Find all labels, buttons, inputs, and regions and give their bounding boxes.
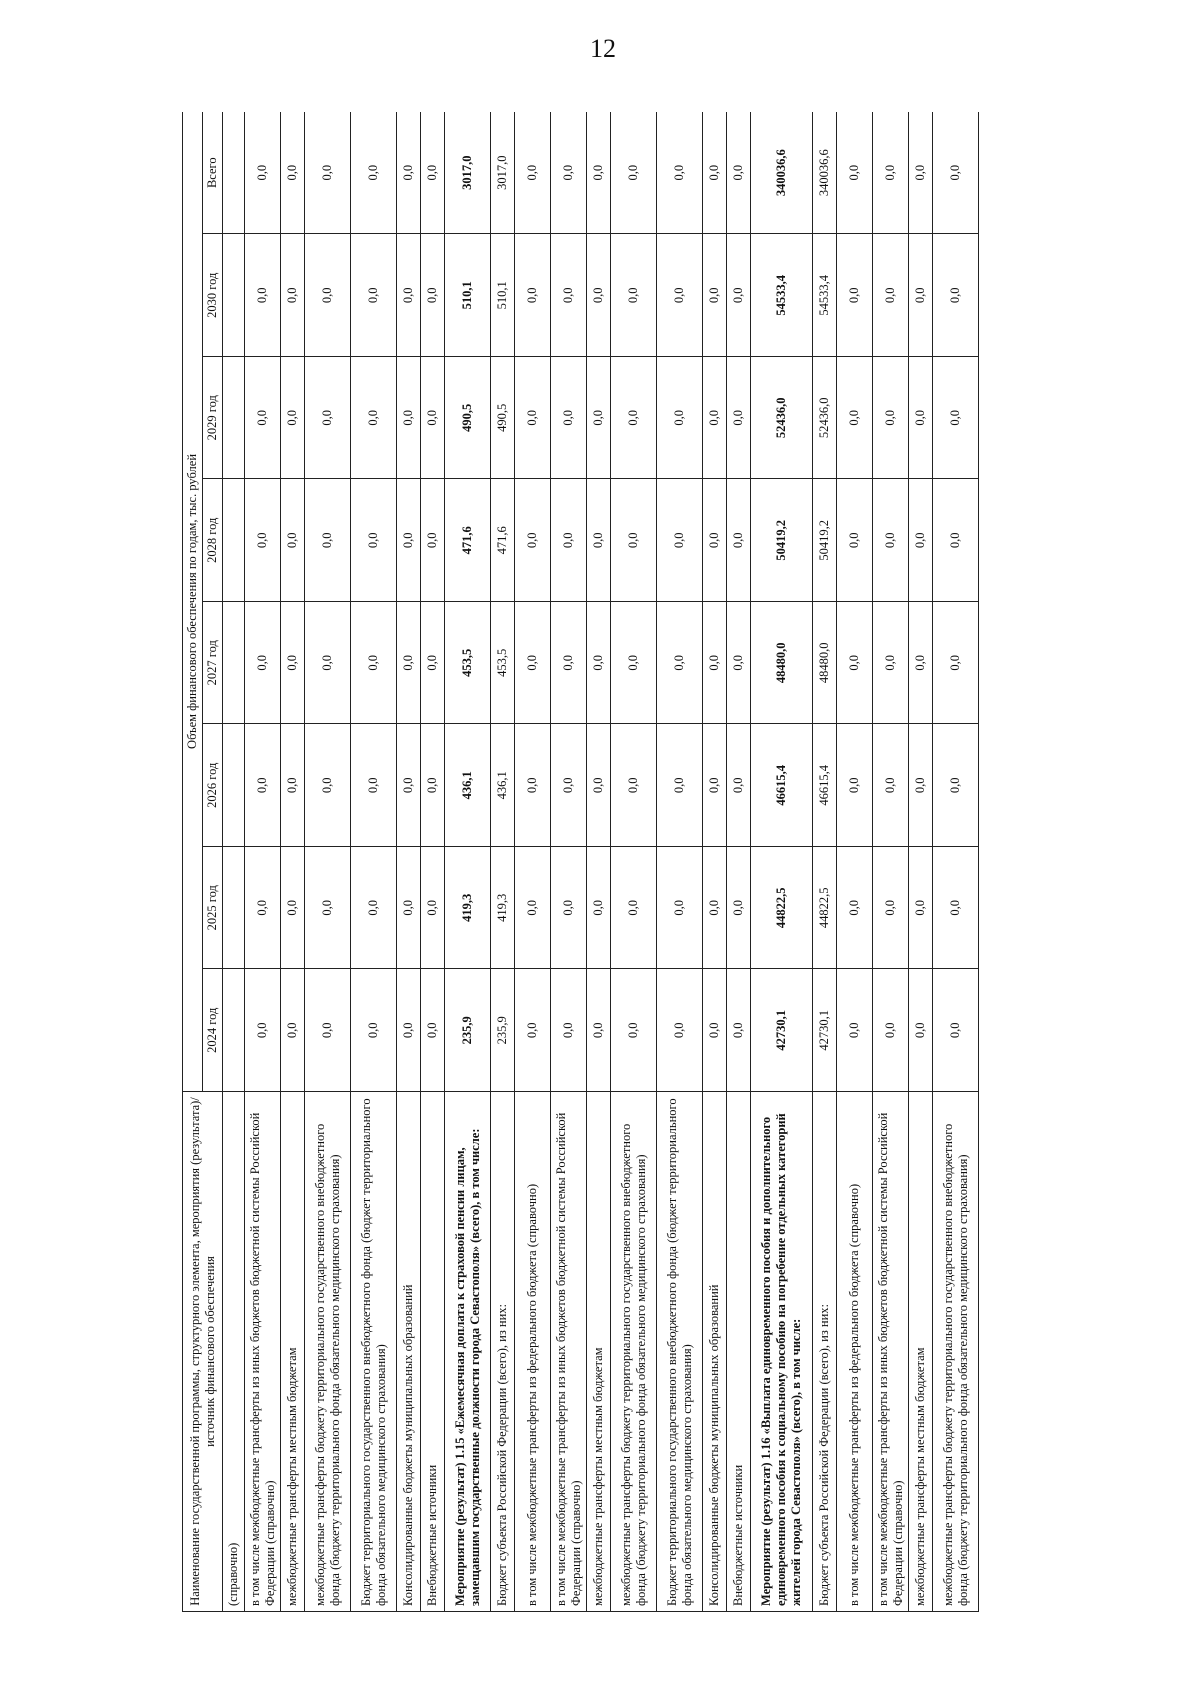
- value-cell: 48480,0: [813, 602, 837, 725]
- value-cell: 0,0: [281, 357, 305, 480]
- value-cell: 0,0: [933, 969, 979, 1092]
- value-cell: 0,0: [245, 724, 281, 847]
- value-cell: 0,0: [305, 479, 351, 602]
- total-cell: 3017,0: [491, 112, 515, 234]
- value-cell: 0,0: [933, 234, 979, 357]
- value-cell: 0,0: [657, 357, 703, 480]
- value-cell: 419,3: [491, 847, 515, 970]
- table-row: [491, 112, 515, 1612]
- value-cell: 0,0: [305, 724, 351, 847]
- value-cell: 0,0: [703, 479, 727, 602]
- value-cell: 0,0: [727, 969, 751, 1092]
- value-cell: 0,0: [873, 602, 909, 725]
- total-cell: 0,0: [305, 112, 351, 234]
- value-cell: 471,6: [445, 479, 491, 602]
- value-cell: 0,0: [933, 357, 979, 480]
- value-cell: 0,0: [397, 479, 421, 602]
- value-cell: 453,5: [445, 602, 491, 725]
- value-cell: 0,0: [245, 479, 281, 602]
- value-cell: 0,0: [515, 234, 551, 357]
- value-cell: 0,0: [873, 357, 909, 480]
- value-cell: 510,1: [491, 234, 515, 357]
- value-cell: 0,0: [587, 847, 611, 970]
- page-number: 12: [590, 34, 616, 63]
- value-cell: 0,0: [421, 234, 445, 357]
- total-cell: 0,0: [515, 112, 551, 234]
- value-cell: 0,0: [351, 969, 397, 1092]
- value-cell: 0,0: [587, 234, 611, 357]
- table-row: [245, 112, 281, 1612]
- value-cell: 0,0: [837, 602, 873, 725]
- year-header: 2030 год: [203, 234, 223, 357]
- row-label: Бюджет территориального государственного внебюджетного фонда (бюджет территориального фонда обязательного медицинского страхования): [657, 1092, 703, 1612]
- value-cell: 0,0: [703, 357, 727, 480]
- value-cell: 0,0: [611, 969, 657, 1092]
- total-cell: 0,0: [909, 112, 933, 234]
- value-cell: 0,0: [837, 234, 873, 357]
- row-label: Консолидированные бюджеты муниципальных образований: [703, 1092, 727, 1612]
- total-cell: 0,0: [657, 112, 703, 234]
- value-cell: 235,9: [445, 969, 491, 1092]
- value-cell: 0,0: [727, 847, 751, 970]
- table-row: [551, 112, 587, 1612]
- value-cell: 0,0: [397, 847, 421, 970]
- value-cell: 0,0: [909, 724, 933, 847]
- value-cell: 0,0: [397, 602, 421, 725]
- value-cell: 0,0: [703, 234, 727, 357]
- value-cell: 0,0: [305, 847, 351, 970]
- year-header: 2024 год: [203, 969, 223, 1092]
- value-cell: 0,0: [421, 969, 445, 1092]
- row-label: межбюджетные трансферты бюджету территориального государственного внебюджетного фонда (бюджету территориального фонда обязательного медицинского страхования): [611, 1092, 657, 1612]
- value-cell: 0,0: [397, 234, 421, 357]
- value-cell: [223, 847, 245, 970]
- value-cell: 0,0: [587, 357, 611, 480]
- value-cell: 0,0: [933, 479, 979, 602]
- total-cell: 0,0: [873, 112, 909, 234]
- value-cell: 46615,4: [751, 724, 813, 847]
- value-cell: 510,1: [445, 234, 491, 357]
- row-label: Внебюджетные источники: [421, 1092, 445, 1612]
- table-row: [587, 112, 611, 1612]
- row-label: в том числе межбюджетные трансферты из федерального бюджета (справочно): [515, 1092, 551, 1612]
- value-cell: 0,0: [909, 479, 933, 602]
- value-cell: 0,0: [281, 847, 305, 970]
- value-cell: [223, 234, 245, 357]
- total-cell: 0,0: [551, 112, 587, 234]
- total-cell: 0,0: [727, 112, 751, 234]
- value-cell: 0,0: [281, 969, 305, 1092]
- value-cell: 0,0: [837, 969, 873, 1092]
- value-cell: 0,0: [933, 602, 979, 725]
- financing-table: [182, 112, 979, 1612]
- row-label: межбюджетные трансферты местным бюджетам: [587, 1092, 611, 1612]
- value-cell: 0,0: [873, 847, 909, 970]
- total-cell: 0,0: [933, 112, 979, 234]
- value-cell: 0,0: [351, 234, 397, 357]
- value-cell: 0,0: [245, 602, 281, 725]
- year-header: 2027 год: [203, 602, 223, 725]
- value-cell: 0,0: [515, 724, 551, 847]
- year-header: 2026 год: [203, 724, 223, 847]
- value-cell: 0,0: [587, 602, 611, 725]
- row-label: Бюджет субъекта Российской Федерации (всего), из них:: [491, 1092, 515, 1612]
- value-cell: 0,0: [351, 724, 397, 847]
- total-cell: 0,0: [837, 112, 873, 234]
- value-cell: 0,0: [611, 847, 657, 970]
- row-label: в том числе межбюджетные трансферты из иных бюджетов бюджетной системы Российской Федерации (справочно): [551, 1092, 587, 1612]
- value-cell: 0,0: [551, 602, 587, 725]
- value-cell: 0,0: [551, 234, 587, 357]
- total-cell: 0,0: [703, 112, 727, 234]
- table-row: [305, 112, 351, 1612]
- table-row: [611, 112, 657, 1612]
- value-cell: 0,0: [421, 847, 445, 970]
- value-cell: 0,0: [657, 234, 703, 357]
- value-cell: 0,0: [611, 602, 657, 725]
- value-cell: 419,3: [445, 847, 491, 970]
- value-cell: [223, 479, 245, 602]
- value-cell: 0,0: [245, 234, 281, 357]
- total-cell: 3017,0: [445, 112, 491, 234]
- total-cell: 0,0: [351, 112, 397, 234]
- value-cell: 0,0: [421, 724, 445, 847]
- value-cell: [223, 357, 245, 480]
- value-cell: 0,0: [611, 479, 657, 602]
- value-cell: 0,0: [611, 357, 657, 480]
- value-cell: 0,0: [587, 969, 611, 1092]
- row-label: межбюджетные трансферты местным бюджетам: [909, 1092, 933, 1612]
- total-cell: [223, 112, 245, 234]
- value-cell: 0,0: [727, 357, 751, 480]
- name-column-header: Наименование государственной программы, структурного элемента, мероприятия (результата)/источник финансового обеспечения: [183, 1092, 223, 1612]
- value-cell: 48480,0: [751, 602, 813, 725]
- value-cell: 54533,4: [751, 234, 813, 357]
- value-cell: 0,0: [351, 357, 397, 480]
- value-cell: 453,5: [491, 602, 515, 725]
- value-cell: [223, 602, 245, 725]
- row-label: Внебюджетные источники: [727, 1092, 751, 1612]
- table-row: [933, 112, 979, 1612]
- value-cell: 0,0: [515, 602, 551, 725]
- value-cell: 0,0: [421, 357, 445, 480]
- value-cell: 0,0: [657, 969, 703, 1092]
- value-cell: 0,0: [837, 479, 873, 602]
- table-row: [837, 112, 873, 1612]
- table-row: [909, 112, 933, 1612]
- value-cell: 0,0: [727, 479, 751, 602]
- value-cell: 436,1: [491, 724, 515, 847]
- value-cell: 0,0: [551, 969, 587, 1092]
- year-header: 2025 год: [203, 847, 223, 970]
- value-cell: 0,0: [245, 357, 281, 480]
- value-cell: 0,0: [515, 847, 551, 970]
- row-label: Бюджет территориального государственного внебюджетного фонда (бюджет территориального фонда обязательного медицинского страхования): [351, 1092, 397, 1612]
- value-cell: 0,0: [703, 847, 727, 970]
- row-label: Мероприятие (результат) 1.16 «Выплата единовременного пособия и дополнительного единовременного пособия к социальному пособию на погребение отдельных категорий жителей города Севастополя» (всего), в том числе:: [751, 1092, 813, 1612]
- total-cell: 0,0: [421, 112, 445, 234]
- value-cell: 44822,5: [813, 847, 837, 970]
- value-cell: 0,0: [305, 357, 351, 480]
- table-row: [703, 112, 727, 1612]
- total-cell: 0,0: [611, 112, 657, 234]
- table-row: [751, 112, 813, 1612]
- value-cell: 50419,2: [751, 479, 813, 602]
- row-label: в том числе межбюджетные трансферты из федерального бюджета (справочно): [837, 1092, 873, 1612]
- rotated-page-content: [182, 112, 1200, 1612]
- value-cell: 0,0: [245, 969, 281, 1092]
- row-label: Мероприятие (результат) 1.15 «Ежемесячная доплата к страховой пенсии лицам, замещавшим государственные должности города Севастополя» (всего), в том числе:: [445, 1092, 491, 1612]
- value-cell: 0,0: [281, 234, 305, 357]
- total-cell: 0,0: [245, 112, 281, 234]
- value-cell: 0,0: [909, 357, 933, 480]
- row-label: межбюджетные трансферты бюджету территориального государственного внебюджетного фонда (бюджету территориального фонда обязательного медицинского страхования): [305, 1092, 351, 1612]
- table-row: [223, 112, 245, 1612]
- row-label: в том числе межбюджетные трансферты из иных бюджетов бюджетной системы Российской Федерации (справочно): [245, 1092, 281, 1612]
- value-cell: 0,0: [909, 234, 933, 357]
- value-cell: 436,1: [445, 724, 491, 847]
- table-row: [281, 112, 305, 1612]
- total-header: Всего: [203, 112, 223, 234]
- value-cell: 0,0: [657, 602, 703, 725]
- value-cell: 0,0: [305, 234, 351, 357]
- value-cell: 0,0: [909, 847, 933, 970]
- value-cell: 0,0: [281, 724, 305, 847]
- value-cell: 0,0: [909, 602, 933, 725]
- value-cell: 0,0: [657, 479, 703, 602]
- table-body: [223, 112, 979, 1612]
- table-row: [813, 112, 837, 1612]
- value-cell: 0,0: [933, 724, 979, 847]
- table-row: [421, 112, 445, 1612]
- total-cell: 0,0: [397, 112, 421, 234]
- row-label: межбюджетные трансферты бюджету территориального государственного внебюджетного фонда (бюджету территориального фонда обязательного медицинского страхования): [933, 1092, 979, 1612]
- value-cell: [223, 969, 245, 1092]
- value-cell: 0,0: [551, 479, 587, 602]
- header-row-group: [183, 112, 203, 1612]
- row-label: межбюджетные трансферты местным бюджетам: [281, 1092, 305, 1612]
- value-cell: 0,0: [873, 234, 909, 357]
- value-cell: 0,0: [727, 724, 751, 847]
- value-cell: 44822,5: [751, 847, 813, 970]
- value-cell: 471,6: [491, 479, 515, 602]
- value-cell: 0,0: [657, 724, 703, 847]
- value-cell: 42730,1: [751, 969, 813, 1092]
- value-cell: 0,0: [703, 724, 727, 847]
- value-cell: 490,5: [491, 357, 515, 480]
- value-cell: 52436,0: [751, 357, 813, 480]
- value-cell: 0,0: [515, 479, 551, 602]
- table-row: [727, 112, 751, 1612]
- value-cell: 0,0: [351, 602, 397, 725]
- value-cell: 0,0: [421, 602, 445, 725]
- value-cell: 0,0: [837, 847, 873, 970]
- value-cell: 0,0: [837, 357, 873, 480]
- total-cell: 0,0: [587, 112, 611, 234]
- value-cell: 0,0: [837, 724, 873, 847]
- value-cell: 0,0: [611, 234, 657, 357]
- value-cell: 0,0: [351, 847, 397, 970]
- value-cell: 235,9: [491, 969, 515, 1092]
- value-cell: 0,0: [909, 969, 933, 1092]
- value-cell: 0,0: [611, 724, 657, 847]
- table-row: [873, 112, 909, 1612]
- year-header: 2028 год: [203, 479, 223, 602]
- table-row: [397, 112, 421, 1612]
- value-cell: [223, 724, 245, 847]
- table-row: [351, 112, 397, 1612]
- row-label: Консолидированные бюджеты муниципальных образований: [397, 1092, 421, 1612]
- value-cell: 0,0: [397, 969, 421, 1092]
- value-cell: 0,0: [657, 847, 703, 970]
- value-cell: 0,0: [727, 602, 751, 725]
- value-cell: 0,0: [305, 969, 351, 1092]
- table-row: [445, 112, 491, 1612]
- value-cell: 0,0: [551, 357, 587, 480]
- value-cell: 0,0: [245, 847, 281, 970]
- value-cell: 490,5: [445, 357, 491, 480]
- value-cell: 0,0: [397, 724, 421, 847]
- row-label: в том числе межбюджетные трансферты из иных бюджетов бюджетной системы Российской Федерации (справочно): [873, 1092, 909, 1612]
- value-cell: 0,0: [515, 969, 551, 1092]
- value-cell: 0,0: [873, 479, 909, 602]
- table-viewport: [182, 112, 1200, 1612]
- value-cell: 0,0: [873, 724, 909, 847]
- table-row: [657, 112, 703, 1612]
- value-cell: 0,0: [703, 602, 727, 725]
- row-label: (справочно): [223, 1092, 245, 1612]
- total-cell: 0,0: [281, 112, 305, 234]
- value-cell: 0,0: [515, 357, 551, 480]
- table-row: [515, 112, 551, 1612]
- value-cell: 0,0: [305, 602, 351, 725]
- value-cell: 0,0: [587, 479, 611, 602]
- value-cell: 50419,2: [813, 479, 837, 602]
- value-cell: 46615,4: [813, 724, 837, 847]
- value-cell: 0,0: [873, 969, 909, 1092]
- value-cell: 0,0: [351, 479, 397, 602]
- value-cell: 0,0: [551, 724, 587, 847]
- value-cell: 52436,0: [813, 357, 837, 480]
- value-cell: 54533,4: [813, 234, 837, 357]
- value-cell: 0,0: [281, 479, 305, 602]
- value-cell: 0,0: [703, 969, 727, 1092]
- row-label: Бюджет субъекта Российской Федерации (всего), из них:: [813, 1092, 837, 1612]
- value-cell: 0,0: [587, 724, 611, 847]
- value-cell: 42730,1: [813, 969, 837, 1092]
- value-cell: 0,0: [281, 602, 305, 725]
- value-cell: 0,0: [397, 357, 421, 480]
- value-cell: 0,0: [421, 479, 445, 602]
- total-cell: 340036,6: [813, 112, 837, 234]
- year-header: 2029 год: [203, 357, 223, 480]
- total-cell: 340036,6: [751, 112, 813, 234]
- funding-group-header: Объем финансового обеспечения по годам, тыс. рублей: [183, 112, 203, 1092]
- value-cell: 0,0: [551, 847, 587, 970]
- value-cell: 0,0: [727, 234, 751, 357]
- value-cell: 0,0: [933, 847, 979, 970]
